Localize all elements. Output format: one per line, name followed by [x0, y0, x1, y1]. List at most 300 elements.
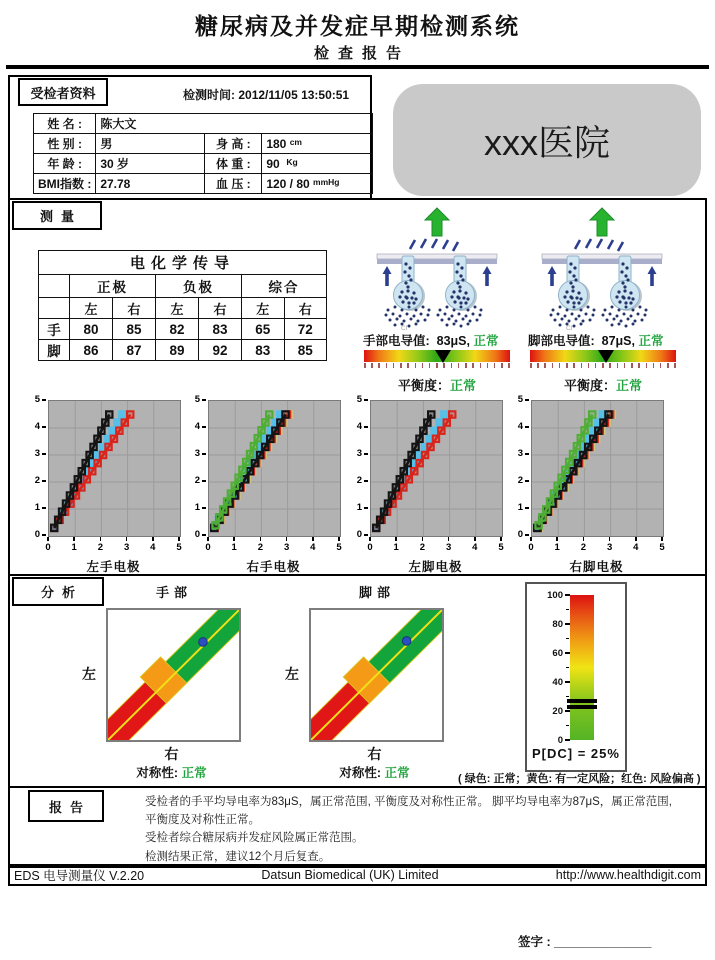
ion-dot: [437, 314, 440, 317]
ion-dot: [408, 306, 411, 309]
ion-dot: [625, 325, 628, 328]
patient-table: [33, 113, 373, 194]
scale-tick: [602, 363, 604, 368]
conductance-scale-foot: [530, 350, 676, 368]
axis-tick: [422, 537, 424, 541]
foot-conductance-label: 脚部电导值:: [528, 334, 595, 348]
table-row: [39, 275, 327, 298]
scale-tick: [508, 363, 510, 368]
axis-tick: [395, 537, 397, 541]
report-line: 受检者综合糖尿病并发症风险属正常范围。: [145, 832, 364, 845]
scale-tick: [617, 363, 619, 368]
axis-tick: [661, 537, 663, 541]
evaporation-mark: [410, 240, 415, 249]
ion-dot: [564, 315, 567, 318]
axis-tick: [42, 480, 46, 482]
axis-tick: [260, 537, 262, 541]
ion-dot: [387, 309, 390, 312]
scale-tick: [530, 363, 532, 368]
gauge-tick-label: 20: [552, 706, 563, 717]
analysis-section-label: 分析: [12, 577, 104, 606]
ion-dot: [639, 306, 642, 309]
ion-dot: [554, 319, 557, 322]
risk-gradient-bar: [570, 595, 594, 740]
ion-dot: [623, 313, 626, 316]
scale-tick: [660, 363, 662, 368]
sweat-gland-illustration-foot: [528, 206, 676, 331]
corner-cell: [39, 298, 70, 319]
foot-conductance-line: [528, 331, 664, 349]
evaporation-mark: [443, 240, 448, 249]
patient-section-label: 受检者资料: [18, 78, 108, 106]
header-divider: [6, 65, 709, 69]
gauge-tick-label: 60: [552, 648, 563, 659]
scale-tick: [443, 363, 445, 368]
axis-tick-label: 1: [554, 542, 560, 553]
flow-up-arrow-icon: [548, 266, 557, 286]
axis-tick-label: 3: [34, 448, 40, 459]
gauge-marker: [567, 705, 597, 709]
ion-dot: [578, 315, 581, 318]
evaporation-mark: [597, 239, 602, 248]
symmetry-status-hand: [96, 763, 247, 781]
ion-dot: [589, 319, 592, 322]
ion-dot: [403, 320, 406, 323]
gauge-tick-label: 100: [547, 590, 563, 601]
scale-tick: [537, 363, 539, 368]
axis-tick-label: 0: [205, 542, 211, 553]
report-line: 平衡度及对称性正常。: [145, 814, 260, 827]
corner-cell: [39, 275, 70, 298]
gauge-tick: [565, 739, 570, 741]
axis-tick: [202, 534, 206, 536]
right-axis-label: 右: [367, 746, 382, 762]
ion-dot: [399, 315, 402, 318]
gauge-tick-label: 40: [552, 677, 563, 688]
balance-label: 平衡度：: [397, 378, 450, 393]
skin-layer: [377, 259, 497, 264]
ion-dot: [627, 318, 630, 321]
sub-header: 左: [156, 298, 199, 319]
height-unit: cm: [289, 136, 302, 147]
axis-tick-label: 3: [194, 448, 200, 459]
skin-surface: [542, 254, 662, 259]
flow-up-arrow-icon: [483, 266, 492, 286]
ion-dot: [634, 320, 637, 323]
sweat-gland: [437, 256, 483, 328]
hand-conductance-line: [363, 331, 499, 349]
ion-dot: [476, 319, 479, 322]
axis-tick: [364, 480, 368, 482]
report-line: 受检者的手平均导电率为83μS，属正常范围, 平衡度及对称性正常。 脚平均导电率为87μS，属正常范围,: [145, 796, 672, 808]
axis-tick-label: 0: [194, 529, 200, 540]
risk-legend: ( 绿色: 正常；黄色: 有一定风险；红色: 风险偏高 ): [458, 773, 701, 785]
evaporation-mark: [421, 239, 426, 248]
electrode-chart-left-foot: [370, 400, 503, 537]
axis-tick-label: 4: [517, 421, 523, 432]
symmetry-status-foot: [299, 763, 450, 781]
ion-dot: [593, 309, 596, 312]
ion-dot: [571, 313, 574, 316]
gauge-tick: [565, 623, 570, 625]
balance-foot: [530, 375, 676, 394]
table-row: [34, 174, 373, 194]
chart-series-black: [51, 411, 112, 531]
axis-tick: [42, 453, 46, 455]
axis-tick-label: 0: [528, 542, 534, 553]
ion-dot: [446, 306, 449, 309]
axis-tick-label: 3: [356, 448, 362, 459]
ion-dot: [394, 306, 397, 309]
scale-tick: [422, 363, 424, 368]
axis-tick: [364, 426, 368, 428]
sub-header: 右: [284, 298, 327, 319]
evaporation-mark: [586, 239, 591, 248]
scale-tick: [371, 363, 373, 368]
cell-value: 92: [199, 340, 242, 361]
skin-surface: [377, 254, 497, 259]
axis-tick-label: 4: [356, 421, 362, 432]
foot-conductance-value: 87μS,: [601, 334, 635, 348]
ion-dot: [415, 309, 418, 312]
scale-tick: [674, 363, 676, 368]
ion-dot: [401, 309, 404, 312]
foot-conductance-status: 正常: [638, 334, 664, 348]
risk-band-graphic: [309, 608, 444, 742]
test-time-label: 检测时间:: [183, 88, 235, 102]
sub-header: 左: [70, 298, 113, 319]
bmi-label: BMI指数 :: [34, 174, 96, 194]
axis-tick: [525, 426, 529, 428]
axis-tick: [525, 453, 529, 455]
gauge-tick: [565, 652, 570, 654]
sweat-gland: [550, 256, 596, 328]
table-row: [34, 114, 373, 134]
risk-band-graphic: [106, 608, 241, 742]
ion-dot: [573, 325, 576, 328]
axis-tick: [525, 507, 529, 509]
ion-dot: [602, 314, 605, 317]
axis-tick: [530, 537, 532, 541]
row-label-foot: 脚: [39, 340, 70, 361]
ion-dot: [467, 323, 470, 326]
scale-tick: [429, 363, 431, 368]
ion-dot: [469, 320, 472, 323]
status-badge: 正常: [384, 766, 410, 780]
electrode-chart-right-hand: [208, 400, 341, 537]
chart-title: 右手电极: [246, 560, 301, 574]
axis-tick: [312, 537, 314, 541]
axis-tick: [233, 537, 235, 541]
axis-tick: [448, 537, 450, 541]
page-title: 糖尿病及并发症早期检测系统: [195, 13, 520, 39]
scale-tick: [638, 363, 640, 368]
gauge-tick: [565, 710, 570, 712]
age-label: 年 龄 :: [34, 154, 96, 174]
axis-tick-label: 4: [150, 542, 156, 553]
ion-dot: [618, 323, 621, 326]
cell-value: 80: [70, 319, 113, 340]
gauge-tick-label: 0: [557, 735, 563, 746]
axis-tick-label: 4: [194, 421, 200, 432]
ion-dot: [444, 313, 447, 316]
scale-tick: [559, 363, 561, 368]
left-axis-label: 左: [82, 666, 96, 682]
axis-tick: [583, 537, 585, 541]
cell-value: 82: [156, 319, 199, 340]
axis-tick: [364, 399, 368, 401]
cell-value: 89: [156, 340, 199, 361]
axis-tick-label: 2: [580, 542, 587, 553]
ion-dot: [410, 318, 413, 321]
axis-tick-label: 0: [45, 542, 51, 553]
weight-unit: Kg: [286, 156, 298, 167]
axis-tick-label: 5: [498, 542, 504, 553]
axis-tick-label: 4: [34, 421, 40, 432]
axis-tick: [364, 534, 368, 536]
group-negative: 负极: [156, 275, 242, 298]
name-value: 陈大文: [96, 114, 373, 134]
balance-label: 平衡度：: [563, 378, 616, 393]
axis-tick: [500, 537, 502, 541]
conduction-table: [38, 250, 327, 361]
axis-tick: [202, 426, 206, 428]
ion-dot: [645, 309, 648, 312]
gauge-minor-tick: [566, 696, 569, 697]
axis-tick-label: 3: [283, 542, 290, 553]
bp-value: 120 / 80 $^{mmHg}$: [262, 174, 373, 194]
symmetry-chart-hand: [106, 608, 241, 742]
ion-dot: [632, 323, 635, 326]
ion-dot: [389, 319, 392, 322]
scale-tick: [487, 363, 489, 368]
ion-dot: [417, 320, 420, 323]
axis-tick: [202, 507, 206, 509]
ion-dot: [637, 313, 640, 316]
row-label-hand: 手: [39, 319, 70, 340]
cell-value: 83: [199, 319, 242, 340]
ion-dot: [472, 313, 475, 316]
axis-tick-label: 4: [472, 542, 478, 553]
axis-tick: [202, 453, 206, 455]
right-axis-label: 右: [164, 746, 179, 762]
gauge-minor-tick: [566, 725, 569, 726]
table-row: [34, 154, 373, 174]
report-text: [145, 793, 697, 866]
ion-dot: [550, 314, 553, 317]
ion-dot: [427, 314, 430, 317]
left-axis-label: 左: [285, 666, 299, 682]
ion-dot: [420, 313, 423, 316]
scale-tick: [393, 363, 395, 368]
hospital-badge: xxx医院: [393, 84, 701, 196]
axis-tick: [126, 537, 128, 541]
scale-tick: [472, 363, 474, 368]
scale-tick: [451, 363, 453, 368]
axis-tick-label: 2: [517, 475, 523, 486]
gauge-tick: [565, 681, 570, 683]
gauge-tick: [565, 594, 570, 596]
bmi-value: 27.78: [96, 174, 205, 194]
gauge-minor-tick: [566, 638, 569, 639]
ion-dot: [394, 324, 397, 327]
gauge-minor-tick: [566, 609, 569, 610]
ion-dot: [406, 313, 409, 316]
axis-tick-label: 5: [336, 542, 342, 553]
up-arrow-icon: [590, 208, 614, 236]
ion-dot: [616, 315, 619, 318]
up-arrow-icon: [425, 208, 449, 236]
axis-tick-label: 5: [34, 394, 40, 405]
scale-tick: [624, 363, 626, 368]
sweat-gland: [385, 256, 431, 328]
ion-dot: [453, 323, 456, 326]
ion-dot: [455, 320, 458, 323]
ion-dot: [644, 314, 647, 317]
device-name: EDS 电导测量仪 V.2.20: [14, 869, 145, 883]
axis-tick: [609, 537, 611, 541]
table-row: [39, 340, 327, 361]
scale-tick: [566, 363, 568, 368]
scale-tick: [436, 363, 438, 368]
ion-dot: [439, 309, 442, 312]
axis-tick-label: 3: [517, 448, 523, 459]
axis-tick-label: 0: [34, 529, 40, 540]
scale-tick: [458, 363, 460, 368]
ion-label: Cl: [401, 325, 408, 331]
axis-tick-label: 0: [517, 529, 523, 540]
axis-tick-label: 3: [123, 542, 130, 553]
flow-up-arrow-icon: [648, 266, 657, 286]
hand-analysis-title: 手部: [155, 585, 192, 600]
ion-dot: [573, 306, 576, 309]
ion-dot: [441, 319, 444, 322]
axis-tick-label: 2: [34, 475, 40, 486]
gender-label: 性 别 :: [34, 134, 96, 154]
measure-section-label: 测量: [12, 201, 102, 230]
axis-tick: [42, 426, 46, 428]
axis-tick-label: 1: [34, 502, 40, 513]
ion-dot: [575, 318, 578, 321]
ion-dot: [606, 319, 609, 322]
scale-tick: [667, 363, 669, 368]
pdc-value: P[DC] = 25%: [532, 746, 620, 761]
ion-dot: [465, 315, 468, 318]
ion-dot: [620, 320, 623, 323]
cell-value: 87: [113, 340, 156, 361]
ion-dot: [559, 324, 562, 327]
measurement-dot: [199, 638, 208, 647]
ion-dot: [552, 309, 555, 312]
axis-tick-label: 2: [419, 542, 426, 553]
axis-tick-label: 0: [356, 529, 362, 540]
gauge-marker: [567, 699, 597, 703]
axis-tick-label: 3: [445, 542, 452, 553]
bp-label: 血 压 :: [205, 174, 262, 194]
scale-tick: [653, 363, 655, 368]
ion-dot: [618, 309, 621, 312]
ion-dot: [413, 315, 416, 318]
axis-tick: [525, 480, 529, 482]
axis-tick-label: 0: [367, 542, 373, 553]
ion-dot: [609, 313, 612, 316]
hand-conductance-label: 手部电导值:: [363, 334, 430, 348]
signature-label: 签字 :: [518, 935, 551, 949]
page-subtitle: 检查报告: [313, 45, 410, 62]
ion-dot: [415, 323, 418, 326]
scale-tick: [407, 363, 409, 368]
scale-tick: [552, 363, 554, 368]
axis-tick: [474, 537, 476, 541]
scale-ticks: [530, 363, 676, 368]
cell-value: 85: [113, 319, 156, 340]
ion-dot: [580, 323, 583, 326]
axis-tick-label: 1: [393, 542, 399, 553]
balance-status: 正常: [450, 378, 477, 393]
test-time: [183, 86, 349, 103]
symmetry-chart-foot: [309, 608, 444, 742]
ion-dot: [568, 320, 571, 323]
weight-value: 90 $^{Kg}$: [262, 154, 373, 174]
chart-series-black: [373, 411, 434, 531]
ion-dot: [408, 325, 411, 328]
risk-gauge-panel: [525, 582, 627, 772]
ion-dot: [592, 314, 595, 317]
ion-dot: [582, 320, 585, 323]
scale-tick: [465, 363, 467, 368]
flow-up-arrow-icon: [383, 266, 392, 286]
evaporation-mark: [575, 240, 580, 249]
weight-label: 体 重 :: [205, 154, 262, 174]
ion-dot: [448, 318, 451, 321]
axis-tick: [202, 399, 206, 401]
cell-value: 86: [70, 340, 113, 361]
ion-dot: [611, 324, 614, 327]
ion-dot: [613, 318, 616, 321]
sub-header: 左: [242, 298, 285, 319]
axis-tick-label: 2: [97, 542, 104, 553]
axis-tick-label: 5: [356, 394, 362, 405]
axis-tick: [286, 537, 288, 541]
ion-dot: [467, 309, 470, 312]
evaporation-mark: [608, 240, 613, 249]
signature-line: [518, 932, 651, 950]
scale-tick: [588, 363, 590, 368]
ion-dot: [453, 309, 456, 312]
axis-tick-label: 1: [231, 542, 237, 553]
chart-title: 左脚电极: [408, 560, 463, 574]
table-row: [34, 134, 373, 154]
axis-tick-label: 5: [194, 394, 200, 405]
marker-triangle: [435, 350, 451, 363]
cell-value: 72: [284, 319, 327, 340]
chart-series-green: [212, 411, 272, 528]
ion-dot: [396, 318, 399, 321]
signature-blank: ______________: [554, 935, 652, 949]
scale-tick: [378, 363, 380, 368]
ion-dot: [559, 306, 562, 309]
group-combined: 综合: [242, 275, 327, 298]
ion-dot: [422, 306, 425, 309]
ion-dot: [458, 313, 461, 316]
axis-tick: [207, 537, 209, 541]
footer-bar: [8, 864, 707, 886]
scale-tick: [595, 363, 597, 368]
gauge-minor-tick: [566, 667, 569, 668]
scale-tick: [364, 363, 366, 368]
axis-tick: [47, 537, 49, 541]
electrode-chart-right-foot: [531, 400, 664, 537]
